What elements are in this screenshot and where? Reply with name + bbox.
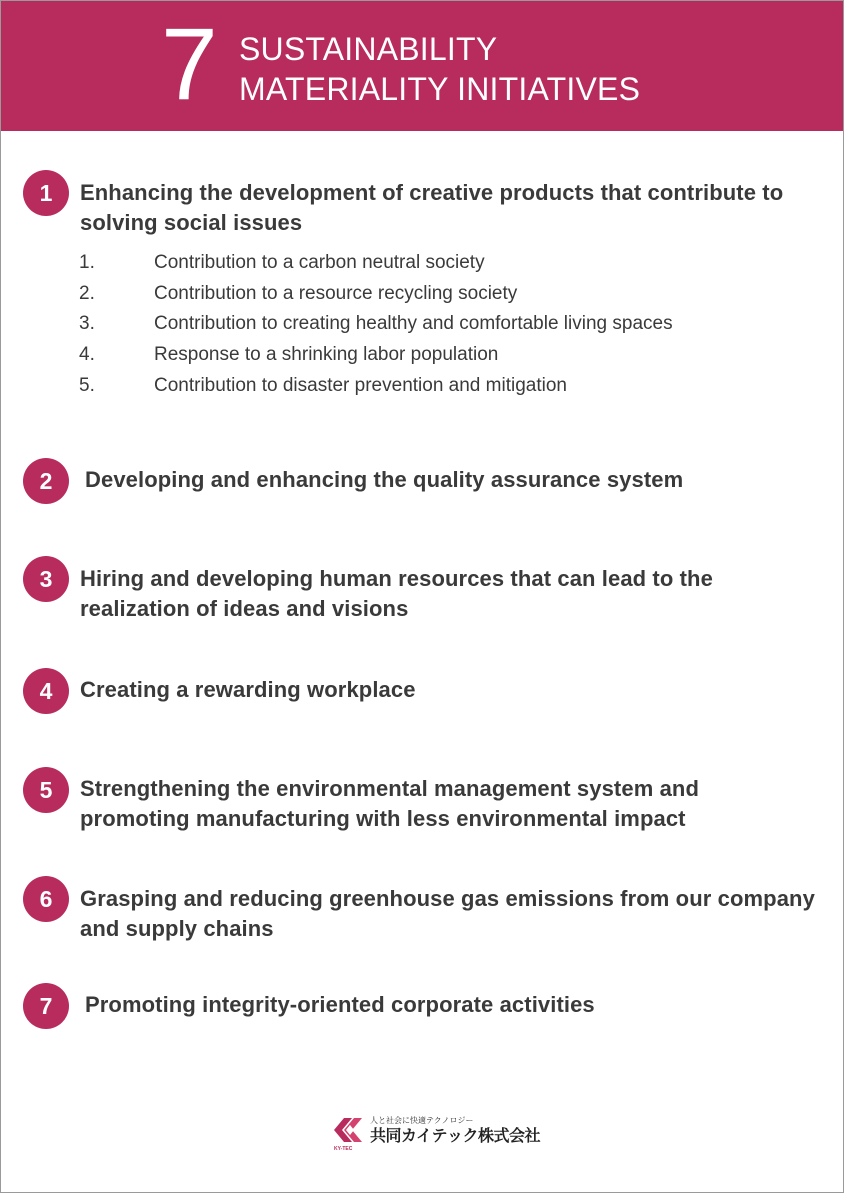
item-title: Grasping and reducing greenhouse gas emissions from our company and supply chains bbox=[80, 886, 815, 941]
logo-company-name: 共同カイテック株式会社 bbox=[370, 1128, 541, 1145]
item-number-badge: 6 bbox=[23, 876, 69, 922]
subitem-text: Contribution to a carbon neutral society bbox=[154, 252, 485, 273]
item-number-badge: 4 bbox=[23, 668, 69, 714]
company-logo bbox=[332, 1114, 541, 1154]
subitem-number: 5. bbox=[79, 374, 95, 396]
item-title: Enhancing the development of creative products that contribute to solving social issues bbox=[80, 180, 784, 235]
subitem-text: Contribution to a resource recycling society bbox=[154, 282, 518, 304]
item-number-badge: 3 bbox=[23, 556, 69, 602]
header-title-line2: MATERIALITY INITIATIVES bbox=[239, 71, 641, 107]
item-title: Hiring and developing human resources that can lead to the realization of ideas and visions bbox=[80, 566, 713, 621]
subitem-number: 3. bbox=[79, 313, 95, 335]
item-title: Promoting integrity-oriented corporate activities bbox=[85, 992, 595, 1017]
header-title-line1: SUSTAINABILITY bbox=[239, 31, 498, 67]
logo-tagline: 人と社会に快適テクノロジー bbox=[370, 1116, 474, 1125]
header-banner bbox=[1, 1, 843, 131]
header-number: 7 bbox=[161, 7, 216, 121]
item-title: Developing and enhancing the quality assurance system bbox=[85, 467, 684, 492]
subitem-number: 1. bbox=[79, 252, 95, 273]
item-number-badge: 5 bbox=[23, 767, 69, 813]
subitem-number: 2. bbox=[79, 282, 95, 304]
subitem-text: Response to a shrinking labor population bbox=[154, 344, 499, 366]
subitem-text: Contribution to disaster prevention and mitigation bbox=[154, 374, 567, 396]
item-number-badge: 2 bbox=[23, 458, 69, 504]
logo-brand-text: KY-TEC bbox=[334, 1146, 353, 1152]
item-title: Creating a rewarding workplace bbox=[80, 677, 416, 702]
item-number-badge: 7 bbox=[23, 983, 69, 1029]
subitem-number: 4. bbox=[79, 344, 95, 366]
subitem-text: Contribution to creating healthy and comfortable living spaces bbox=[154, 313, 673, 335]
item-title: Strengthening the environmental management system and promoting manufacturing with less environmental impact bbox=[80, 776, 699, 831]
item-number-badge: 1 bbox=[23, 170, 69, 216]
